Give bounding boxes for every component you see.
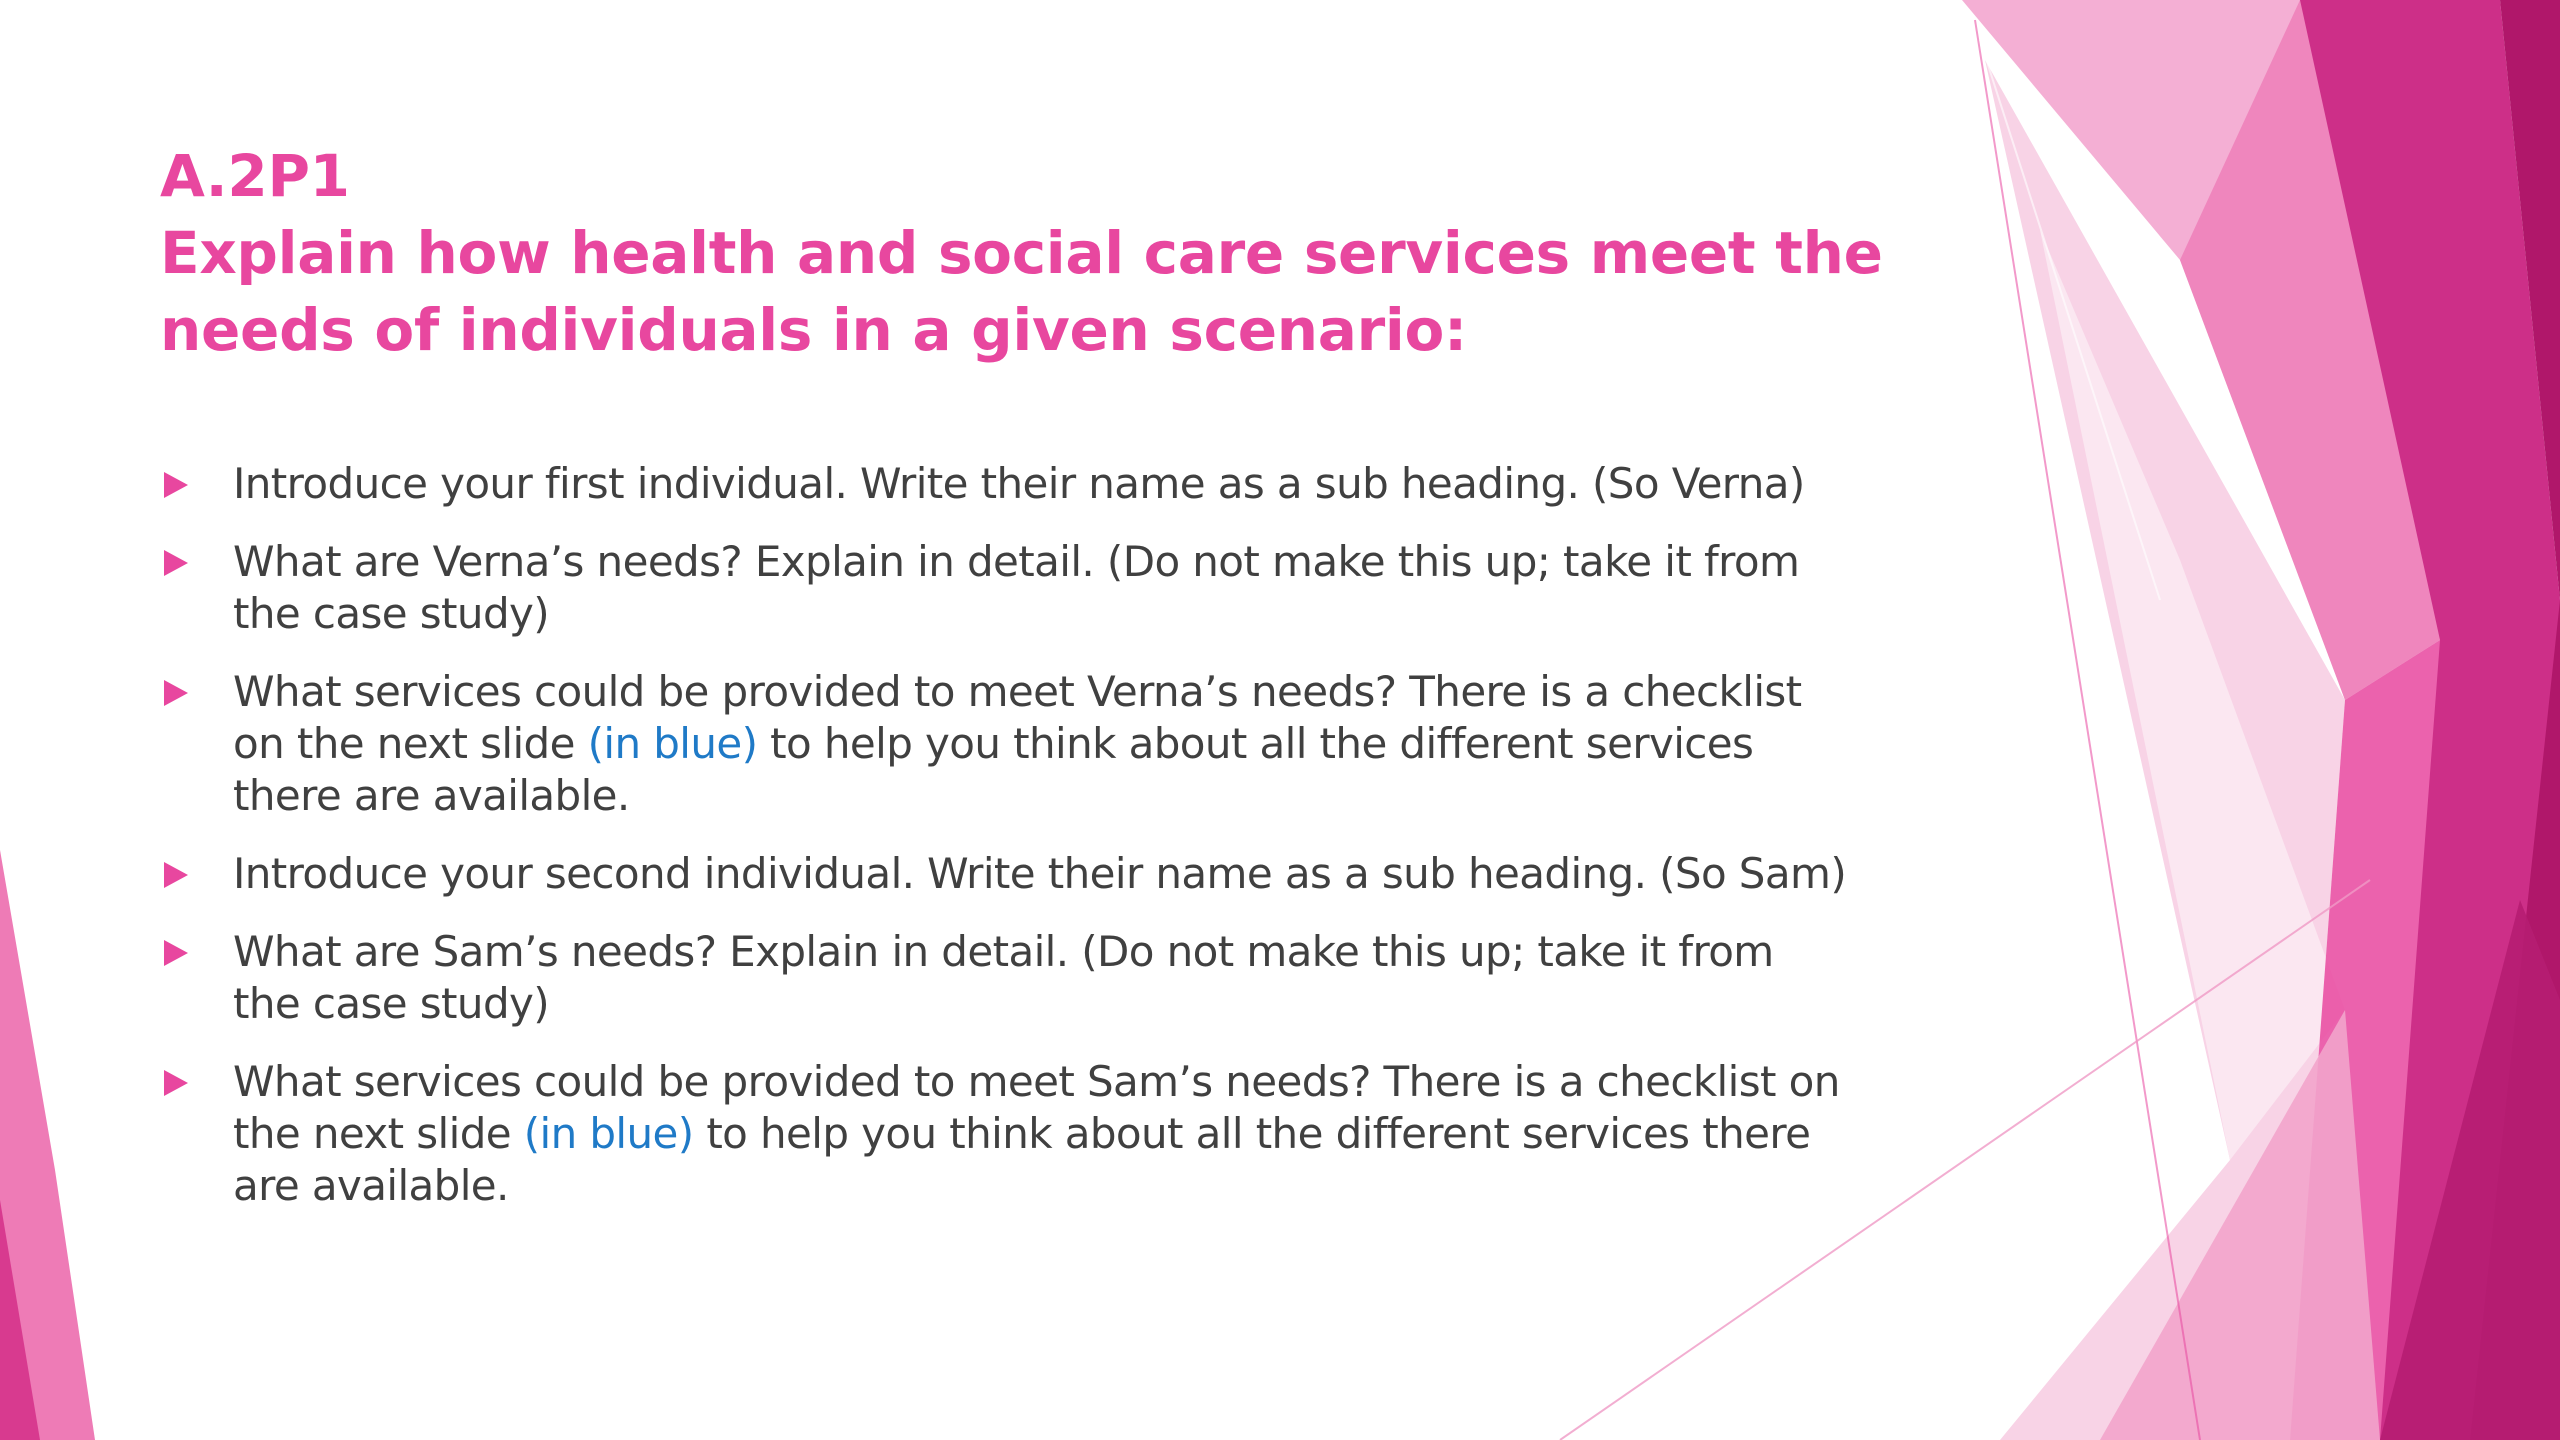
bullet-text: What are Sam’s needs? Explain in detail. (Do not make this up; take it from [233, 927, 1774, 976]
bullet-text-line [233, 926, 1960, 978]
bullet-text-line [233, 848, 1960, 900]
bullet-text: the next slide [233, 1109, 524, 1158]
bullet-text-line [233, 718, 1960, 770]
title-line-2: Explain how health and social care services meet the [160, 219, 1883, 287]
bullet-text: to help you think about all the different services there [693, 1109, 1811, 1158]
bullet-text-line [233, 978, 1960, 1030]
bullet-text-line [233, 1056, 1960, 1108]
bullet-text: Introduce your second individual. Write their name as a sub heading. (So Sam) [233, 849, 1847, 898]
bullet-text-line [233, 770, 1960, 822]
bullet-text-line [233, 1160, 1960, 1212]
bullet-text-line [233, 458, 1960, 510]
bullet-text: there are available. [233, 771, 630, 820]
bullet-item [160, 666, 1960, 822]
bullet-text: What services could be provided to meet Sam’s needs? There is a checklist on [233, 1057, 1840, 1106]
bullet-text-line [233, 536, 1960, 588]
bullet-item [160, 926, 1960, 1030]
bullet-item [160, 848, 1960, 900]
blue-highlight-text: (in blue) [587, 719, 758, 768]
title-line-code: A.2P1 [160, 142, 350, 210]
bullet-text: Introduce your first individual. Write their name as a sub heading. (So Verna) [233, 459, 1805, 508]
bullet-list [160, 458, 1960, 1238]
bullet-item [160, 458, 1960, 510]
bullet-text: the case study) [233, 979, 550, 1028]
triangle-bullet-icon [164, 680, 188, 706]
triangle-bullet-icon [164, 862, 188, 888]
triangle-bullet-icon [164, 940, 188, 966]
bullet-text: What are Verna’s needs? Explain in detail. (Do not make this up; take it from [233, 537, 1800, 586]
bullet-text: are available. [233, 1161, 509, 1210]
title-line-3: needs of individuals in a given scenario: [160, 296, 1467, 364]
bullet-text: to help you think about all the different services [757, 719, 1754, 768]
bullet-text: on the next slide [233, 719, 588, 768]
slide-title [160, 138, 1920, 369]
bullet-text-line [233, 588, 1960, 640]
triangle-bullet-icon [164, 1070, 188, 1096]
bullet-text-line [233, 666, 1960, 718]
bullet-item [160, 536, 1960, 640]
blue-highlight-text: (in blue) [523, 1109, 694, 1158]
bullet-text: the case study) [233, 589, 550, 638]
triangle-bullet-icon [164, 550, 188, 576]
bullet-text-line [233, 1108, 1960, 1160]
triangle-bullet-icon [164, 472, 188, 498]
bullet-item [160, 1056, 1960, 1212]
bullet-text: What services could be provided to meet Verna’s needs? There is a checklist [233, 667, 1802, 716]
